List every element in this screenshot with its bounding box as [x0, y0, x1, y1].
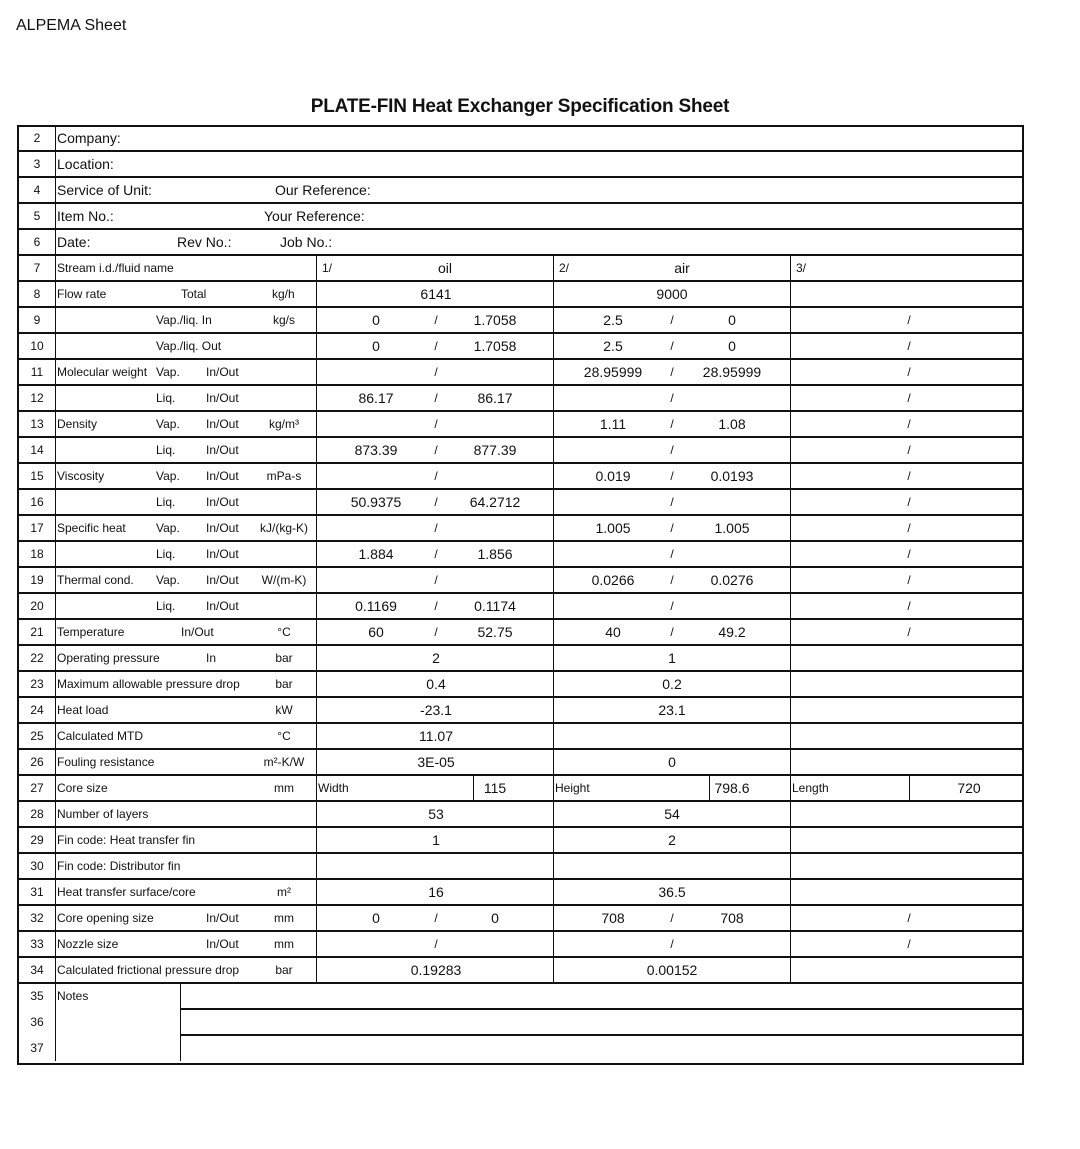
row-number: 22: [30, 651, 44, 665]
vapliq-in-label: Vap./liq. In: [156, 313, 212, 327]
k-vap-label: Thermal cond.: [57, 573, 134, 587]
row-divider: [17, 722, 1024, 724]
core-height-label: Height: [555, 781, 590, 795]
row-number: 34: [30, 963, 44, 977]
slash-separator: /: [907, 625, 911, 639]
row-divider: [17, 306, 1024, 308]
row-number: 35: [30, 989, 44, 1003]
op-pressure-unit: bar: [275, 651, 293, 665]
notes-divider: [180, 1034, 1024, 1036]
vapliq-out-s1-out: 1.7058: [473, 338, 517, 354]
k-vap-inout: In/Out: [206, 573, 239, 587]
fouling-s1: 3E-05: [417, 754, 455, 770]
temperature-label: Temperature: [57, 625, 125, 639]
fouling-label: Fouling resistance: [57, 755, 155, 769]
our-reference-label: Our Reference:: [275, 182, 371, 198]
mw-liq-phase: Liq.: [156, 391, 176, 405]
row-divider: [17, 332, 1024, 334]
stream1-id: 1/: [322, 261, 333, 275]
vapliq-in-s1-in: 0: [372, 312, 380, 328]
row-number: 25: [30, 729, 44, 743]
cp-vap-label: Specific heat: [57, 521, 126, 535]
row-number: 23: [30, 677, 44, 691]
temperature-s2-out: 49.2: [718, 624, 746, 640]
slash-separator: /: [670, 313, 674, 327]
slash-separator: /: [670, 937, 674, 951]
heat-load-s2: 23.1: [658, 702, 686, 718]
nozzle-label: Nozzle size: [57, 937, 119, 951]
row-number: 6: [33, 235, 41, 249]
slash-separator: /: [434, 625, 438, 639]
mw-liq-s1-in: 86.17: [358, 390, 394, 406]
temperature-inout: In/Out: [181, 625, 214, 639]
density-vap-inout: In/Out: [206, 417, 239, 431]
stream2-id: 2/: [559, 261, 570, 275]
row-number: 37: [30, 1041, 44, 1055]
row-divider: [17, 358, 1024, 360]
flow-total-s2: 9000: [656, 286, 688, 302]
max-dp-s1: 0.4: [426, 676, 446, 692]
slash-separator: /: [670, 443, 674, 457]
density-vap-label: Density: [57, 417, 98, 431]
density-liq-s1-in: 873.39: [354, 442, 398, 458]
row-number: 2: [33, 131, 41, 145]
cp-vap-inout: In/Out: [206, 521, 239, 535]
sheet-title: PLATE-FIN Heat Exchanger Specification Sheet: [310, 96, 730, 117]
slash-separator: /: [907, 443, 911, 457]
fin-ht-s2: 2: [668, 832, 676, 848]
slash-separator: /: [434, 469, 438, 483]
mw-liq-inout: In/Out: [206, 391, 239, 405]
service-label: Service of Unit:: [57, 182, 152, 198]
row-number: 30: [30, 859, 44, 873]
slash-separator: /: [434, 911, 438, 925]
fric-dp-unit: bar: [275, 963, 293, 977]
row-number: 5: [33, 209, 41, 223]
fric-dp-s2: 0.00152: [646, 962, 698, 978]
fric-dp-s1: 0.19283: [410, 962, 462, 978]
slash-separator: /: [670, 495, 674, 509]
k-liq-inout: In/Out: [206, 599, 239, 613]
density-liq-phase: Liq.: [156, 443, 176, 457]
cp-vap-phase: Vap.: [156, 521, 180, 535]
mw-liq-s1-out: 86.17: [477, 390, 513, 406]
cp-vap-unit: kJ/(kg-K): [260, 521, 308, 535]
stream3-divider: [790, 255, 791, 983]
k-liq-s1-out: 0.1174: [474, 598, 516, 614]
slash-separator: /: [434, 417, 438, 431]
row-divider: [17, 228, 1024, 230]
nozzle-unit: mm: [274, 937, 294, 951]
row-divider: [17, 904, 1024, 906]
row-number: 11: [30, 365, 44, 379]
slash-separator: /: [907, 573, 911, 587]
density-vap-unit: kg/m³: [269, 417, 299, 431]
visc-liq-s1-out: 64.2712: [469, 494, 521, 510]
label-column-divider: [316, 255, 317, 983]
k-vap-unit: W/(m-K): [261, 573, 307, 587]
fric-dp-label: Calculated frictional pressure drop: [57, 963, 240, 977]
stream-label: Stream i.d./fluid name: [57, 261, 174, 275]
mw-vap-phase: Vap.: [156, 365, 180, 379]
max-dp-unit: bar: [275, 677, 293, 691]
vapliq-in-s1-out: 1.7058: [473, 312, 517, 328]
slash-separator: /: [434, 573, 438, 587]
slash-separator: /: [670, 469, 674, 483]
core-opening-unit: mm: [274, 911, 294, 925]
stream2-divider: [553, 255, 554, 983]
op-pressure-extra: In: [206, 651, 217, 665]
cp-liq-inout: In/Out: [206, 547, 239, 561]
row-number: 27: [30, 781, 44, 795]
row-number: 13: [30, 417, 44, 431]
row-divider: [17, 618, 1024, 620]
row-divider: [17, 202, 1024, 204]
row-divider: [17, 826, 1024, 828]
location-label: Location:: [57, 156, 114, 172]
cp-liq-s1-in: 1.884: [358, 546, 394, 562]
row-divider: [17, 410, 1024, 412]
row-divider: [17, 800, 1024, 802]
slash-separator: /: [907, 547, 911, 561]
slash-separator: /: [907, 469, 911, 483]
row-divider: [17, 696, 1024, 698]
fin-dist-label: Fin code: Distributor fin: [57, 859, 181, 873]
core-opening-s1-in: 0: [372, 910, 380, 926]
notes-label: Notes: [57, 989, 89, 1003]
visc-liq-phase: Liq.: [156, 495, 176, 509]
row-divider: [17, 930, 1024, 932]
slash-separator: /: [907, 495, 911, 509]
mtd-s1: 11.07: [419, 728, 453, 744]
slash-separator: /: [670, 625, 674, 639]
heat-load-unit: kW: [275, 703, 293, 717]
row-number: 26: [30, 755, 44, 769]
op-pressure-label: Operating pressure: [57, 651, 160, 665]
visc-vap-label: Viscosity: [57, 469, 105, 483]
row-divider: [17, 254, 1024, 256]
total-label: Total: [181, 287, 207, 301]
job-no-label: Job No.:: [280, 234, 333, 250]
row-number: 14: [30, 443, 44, 457]
visc-liq-s1-in: 50.9375: [350, 494, 402, 510]
row-divider: [17, 176, 1024, 178]
vapliq-out-s2-out: 0: [728, 338, 736, 354]
core-height-value: 798.6: [714, 780, 750, 796]
core-opening-label: Core opening size: [57, 911, 154, 925]
row-number: 15: [30, 469, 44, 483]
row-number: 7: [33, 261, 41, 275]
item-no-label: Item No.:: [57, 208, 114, 224]
row-divider: [17, 592, 1024, 594]
sheet-label: ALPEMA Sheet: [16, 17, 127, 34]
slash-separator: /: [907, 599, 911, 613]
slash-separator: /: [670, 521, 674, 535]
op-pressure-s1: 2: [432, 650, 440, 666]
core-opening-inout: In/Out: [206, 911, 239, 925]
row-number: 32: [30, 911, 44, 925]
row-number: 31: [30, 885, 44, 899]
row-divider: [17, 488, 1024, 490]
temperature-s1-out: 52.75: [477, 624, 513, 640]
row-number: 21: [30, 625, 44, 639]
core-size-unit: mm: [274, 781, 294, 795]
visc-vap-phase: Vap.: [156, 469, 180, 483]
slash-separator: /: [670, 339, 674, 353]
heat-load-label: Heat load: [57, 703, 109, 717]
slash-separator: /: [434, 313, 438, 327]
date-label: Date:: [57, 234, 91, 250]
fouling-unit: m²-K/W: [263, 755, 305, 769]
unit-kgs: kg/s: [273, 313, 296, 327]
row-number-divider: [55, 125, 56, 1061]
fouling-s2: 0: [668, 754, 676, 770]
row-divider: [17, 644, 1024, 646]
slash-separator: /: [907, 911, 911, 925]
layers-s2: 54: [664, 806, 680, 822]
ht-surface-label: Heat transfer surface/core: [57, 885, 196, 899]
notes-divider: [180, 1008, 1024, 1010]
visc-vap-s2-out: 0.0193: [710, 468, 754, 484]
visc-vap-s2-in: 0.019: [595, 468, 631, 484]
core-width-value: 115: [483, 780, 507, 796]
visc-liq-inout: In/Out: [206, 495, 239, 509]
slash-separator: /: [670, 547, 674, 561]
layers-s1: 53: [428, 806, 444, 822]
notes-label-divider: [180, 983, 181, 1061]
row-number: 8: [33, 287, 41, 301]
slash-separator: /: [434, 495, 438, 509]
slash-separator: /: [907, 313, 911, 327]
slash-separator: /: [907, 521, 911, 535]
mw-vap-s2-in: 28.95999: [583, 364, 643, 380]
row-number: 16: [30, 495, 44, 509]
row-divider: [17, 150, 1024, 152]
slash-separator: /: [907, 417, 911, 431]
row-divider: [17, 982, 1024, 984]
mw-vap-label: Molecular weight: [57, 365, 148, 379]
slash-separator: /: [670, 417, 674, 431]
row-divider: [17, 748, 1024, 750]
row-divider: [17, 384, 1024, 386]
company-label: Company:: [57, 130, 121, 146]
row-divider: [17, 566, 1024, 568]
mw-vap-s2-out: 28.95999: [702, 364, 762, 380]
slash-separator: /: [434, 547, 438, 561]
stream1-name: oil: [437, 260, 453, 276]
core-length-value: 720: [957, 780, 981, 796]
core-width-divider: [473, 775, 474, 801]
slash-separator: /: [434, 599, 438, 613]
k-vap-phase: Vap.: [156, 573, 180, 587]
slash-separator: /: [907, 937, 911, 951]
max-dp-s2: 0.2: [662, 676, 682, 692]
mtd-label: Calculated MTD: [57, 729, 144, 743]
row-number: 33: [30, 937, 44, 951]
row-divider: [17, 280, 1024, 282]
row-number: 18: [30, 547, 44, 561]
your-reference-label: Your Reference:: [264, 208, 365, 224]
vapliq-in-s2-in: 2.5: [603, 312, 623, 328]
cp-vap-s2-in: 1.005: [595, 520, 631, 536]
slash-separator: /: [907, 339, 911, 353]
core-length-divider: [909, 775, 910, 801]
ht-surface-unit: m²: [277, 885, 291, 899]
k-liq-phase: Liq.: [156, 599, 176, 613]
core-size-label: Core size: [57, 781, 108, 795]
row-number: 24: [30, 703, 44, 717]
ht-surface-s2: 36.5: [658, 884, 686, 900]
core-opening-s1-out: 0: [491, 910, 499, 926]
core-height-divider: [709, 775, 710, 801]
unit-degc: °C: [277, 625, 291, 639]
row-number: 29: [30, 833, 44, 847]
slash-separator: /: [434, 391, 438, 405]
flow-total-s1: 6141: [420, 286, 452, 302]
cp-vap-s2-out: 1.005: [714, 520, 750, 536]
slash-separator: /: [434, 339, 438, 353]
slash-separator: /: [434, 521, 438, 535]
slash-separator: /: [670, 599, 674, 613]
row-divider: [17, 956, 1024, 958]
rev-no-label: Rev No.:: [177, 234, 232, 250]
slash-separator: /: [434, 443, 438, 457]
core-length-label: Length: [792, 781, 829, 795]
layers-label: Number of layers: [57, 807, 149, 821]
cp-liq-s1-out: 1.856: [477, 546, 513, 562]
fin-ht-label: Fin code: Heat transfer fin: [57, 833, 196, 847]
fin-ht-s1: 1: [432, 832, 440, 848]
temperature-s2-in: 40: [605, 624, 621, 640]
row-number: 10: [30, 339, 44, 353]
stream3-id: 3/: [796, 261, 807, 275]
vapliq-out-s2-in: 2.5: [603, 338, 623, 354]
nozzle-inout: In/Out: [206, 937, 239, 951]
vapliq-in-s2-out: 0: [728, 312, 736, 328]
slash-separator: /: [670, 365, 674, 379]
flow-rate-label: Flow rate: [57, 287, 107, 301]
temperature-s1-in: 60: [368, 624, 384, 640]
row-number: 36: [30, 1015, 44, 1029]
row-divider: [17, 774, 1024, 776]
row-divider: [17, 540, 1024, 542]
density-vap-s2-out: 1.08: [718, 416, 746, 432]
slash-separator: /: [670, 911, 674, 925]
row-divider: [17, 878, 1024, 880]
slash-separator: /: [670, 391, 674, 405]
slash-separator: /: [907, 391, 911, 405]
row-number: 19: [30, 573, 44, 587]
slash-separator: /: [670, 573, 674, 587]
heat-load-s1: -23.1: [420, 702, 452, 718]
core-opening-s2-in: 708: [601, 910, 625, 926]
row-divider: [17, 514, 1024, 516]
mw-vap-inout: In/Out: [206, 365, 239, 379]
row-divider: [17, 462, 1024, 464]
slash-separator: /: [434, 365, 438, 379]
visc-vap-inout: In/Out: [206, 469, 239, 483]
core-width-label: Width: [318, 781, 349, 795]
vapliq-out-s1-in: 0: [372, 338, 380, 354]
row-divider: [17, 670, 1024, 672]
density-vap-s2-in: 1.11: [599, 416, 627, 432]
row-divider: [17, 436, 1024, 438]
unit-kgh: kg/h: [272, 287, 295, 301]
op-pressure-s2: 1: [668, 650, 676, 666]
ht-surface-s1: 16: [428, 884, 444, 900]
row-number: 9: [33, 313, 41, 327]
slash-separator: /: [434, 937, 438, 951]
vapliq-out-label: Vap./liq. Out: [156, 339, 222, 353]
k-vap-s2-out: 0.0276: [710, 572, 754, 588]
row-number: 3: [33, 157, 41, 171]
row-number: 12: [30, 391, 44, 405]
row-number: 28: [30, 807, 44, 821]
density-liq-s1-out: 877.39: [473, 442, 517, 458]
slash-separator: /: [907, 365, 911, 379]
k-vap-s2-in: 0.0266: [591, 572, 635, 588]
row-number: 4: [33, 183, 41, 197]
row-number: 17: [30, 521, 44, 535]
stream2-name: air: [674, 260, 690, 276]
row-number: 20: [30, 599, 44, 613]
density-vap-phase: Vap.: [156, 417, 180, 431]
cp-liq-phase: Liq.: [156, 547, 176, 561]
row-divider: [17, 852, 1024, 854]
max-dp-label: Maximum allowable pressure drop: [57, 677, 240, 691]
visc-vap-unit: mPa-s: [266, 469, 302, 483]
density-liq-inout: In/Out: [206, 443, 239, 457]
k-liq-s1-in: 0.1169: [355, 598, 397, 614]
mtd-unit: °C: [277, 729, 291, 743]
core-opening-s2-out: 708: [720, 910, 744, 926]
